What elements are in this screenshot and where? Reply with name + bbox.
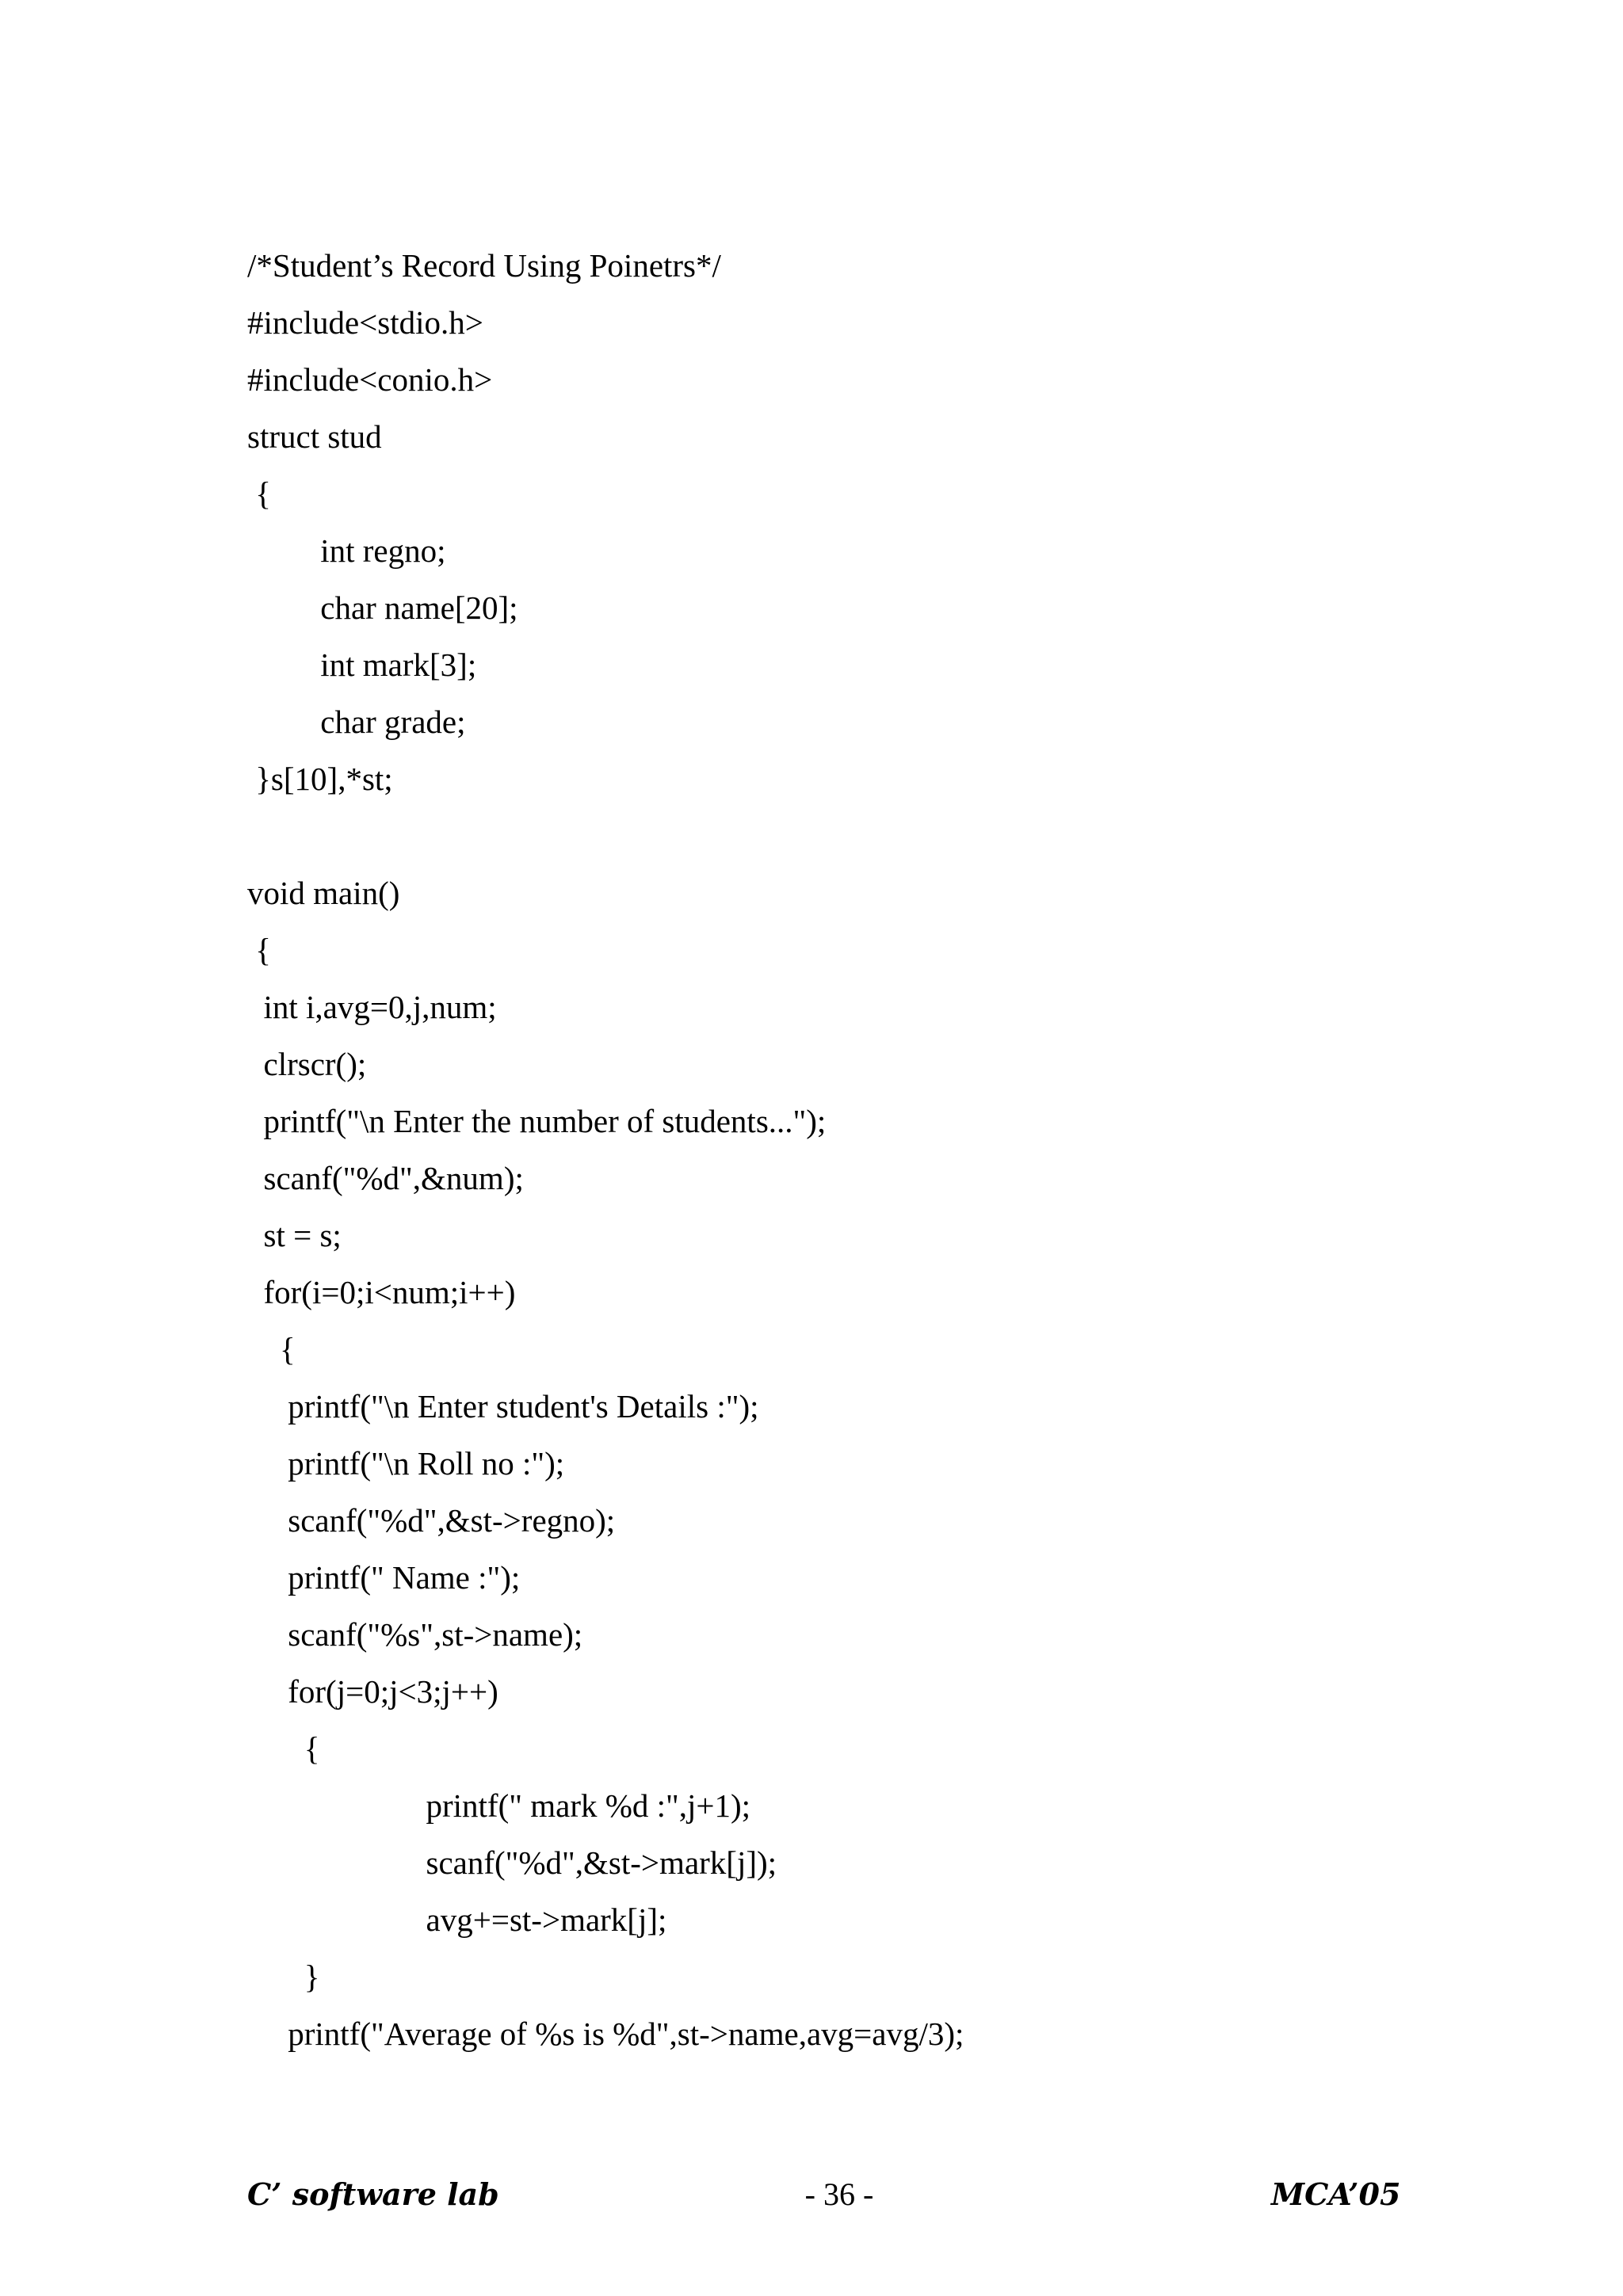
code-line: int mark[3];	[247, 646, 477, 683]
code-line: scanf("%d",&st->regno);	[247, 1502, 616, 1539]
code-line: }	[247, 1958, 320, 1995]
page-number: - 36 -	[804, 2176, 874, 2212]
footer-left-text: C’ software lab	[247, 2176, 499, 2212]
code-line: void main()	[247, 875, 400, 911]
code-line: scanf("%d",&st->mark[j]);	[247, 1844, 777, 1881]
code-line: {	[247, 1331, 296, 1367]
code-line: st = s;	[247, 1217, 342, 1253]
footer-right-text: MCA’05	[1271, 2176, 1401, 2212]
code-line: printf("\n Roll no :");	[247, 1445, 565, 1482]
code-line: for(i=0;i<num;i++)	[247, 1274, 516, 1310]
code-line: }s[10],*st;	[247, 761, 393, 797]
code-line: printf("\n Enter the number of students...");	[247, 1103, 827, 1139]
code-line: scanf("%s",st->name);	[247, 1616, 583, 1653]
code-line: {	[247, 1730, 320, 1767]
code-line: char grade;	[247, 704, 466, 740]
code-line: /*Student’s Record Using Poinetrs*/	[247, 247, 721, 284]
code-line: int regno;	[247, 532, 446, 569]
code-line: struct stud	[247, 418, 382, 455]
code-line: printf(" Name :");	[247, 1559, 521, 1596]
code-line: printf("Average of %s is %d",st->name,avg=avg/3);	[247, 2016, 964, 2052]
code-line: #include<conio.h>	[247, 361, 493, 398]
code-line: #include<stdio.h>	[247, 304, 483, 341]
code-line: printf("\n Enter student's Details :");	[247, 1388, 759, 1425]
code-line: int i,avg=0,j,num;	[247, 989, 497, 1025]
code-line: clrscr();	[247, 1046, 367, 1082]
code-line: {	[247, 932, 271, 968]
code-line: scanf("%d",&num);	[247, 1160, 524, 1196]
code-listing	[247, 246, 964, 2071]
code-line: char name[20];	[247, 589, 518, 626]
code-line: for(j=0;j<3;j++)	[247, 1673, 498, 1710]
code-line	[247, 816, 964, 873]
code-line: printf(" mark %d :",j+1);	[247, 1787, 751, 1824]
code-line: {	[247, 475, 271, 512]
code-line: avg+=st->mark[j];	[247, 1901, 667, 1938]
